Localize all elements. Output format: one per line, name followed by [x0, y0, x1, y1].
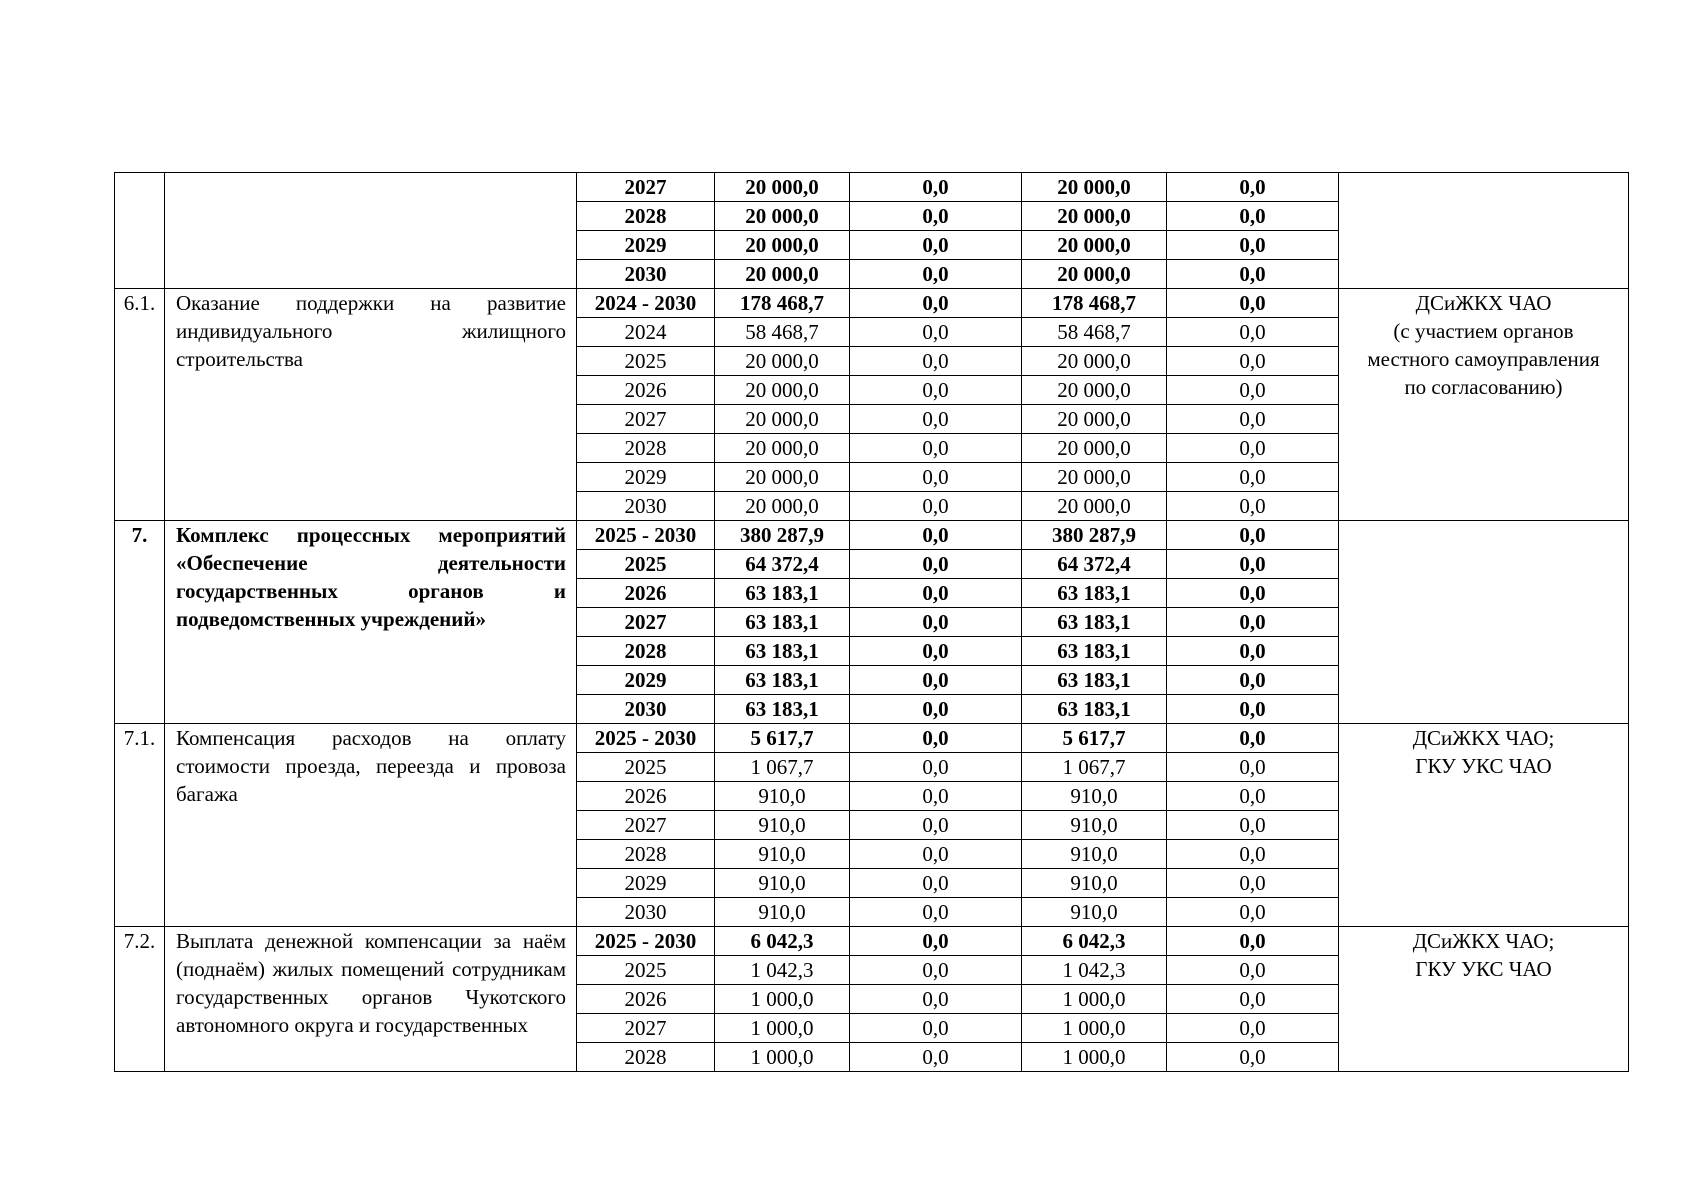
federal-budget-cell: 0,0: [850, 782, 1022, 811]
other-sources-cell: 0,0: [1167, 811, 1339, 840]
regional-budget-cell: 20 000,0: [1022, 376, 1167, 405]
other-sources-cell: 0,0: [1167, 231, 1339, 260]
table-row: [115, 173, 1629, 202]
regional-budget-cell: 178 468,7: [1022, 289, 1167, 318]
year-cell: 2029: [577, 463, 715, 492]
regional-budget-cell: 63 183,1: [1022, 637, 1167, 666]
total-cell: 63 183,1: [715, 637, 850, 666]
total-cell: 20 000,0: [715, 492, 850, 521]
federal-budget-cell: 0,0: [850, 492, 1022, 521]
item-name: Выплата денежной компенсации за наём (поднаём) жилых помещений сотрудникам государственных органов Чукотского автономного округа и государственных: [165, 927, 577, 1072]
responsible-executor: [1339, 521, 1629, 724]
total-cell: 20 000,0: [715, 202, 850, 231]
total-cell: 20 000,0: [715, 231, 850, 260]
item-index: 7.2.: [115, 927, 165, 1072]
responsible-executor: [1339, 289, 1629, 521]
federal-budget-cell: 0,0: [850, 666, 1022, 695]
regional-budget-cell: 20 000,0: [1022, 347, 1167, 376]
federal-budget-cell: 0,0: [850, 811, 1022, 840]
total-cell: 58 468,7: [715, 318, 850, 347]
other-sources-cell: 0,0: [1167, 173, 1339, 202]
year-cell: 2028: [577, 840, 715, 869]
total-cell: 20 000,0: [715, 376, 850, 405]
other-sources-cell: 0,0: [1167, 666, 1339, 695]
total-cell: 20 000,0: [715, 463, 850, 492]
regional-budget-cell: 910,0: [1022, 898, 1167, 927]
other-sources-cell: 0,0: [1167, 840, 1339, 869]
funding-table: [114, 172, 1629, 1072]
federal-budget-cell: 0,0: [850, 1043, 1022, 1072]
regional-budget-cell: 64 372,4: [1022, 550, 1167, 579]
regional-budget-cell: 20 000,0: [1022, 173, 1167, 202]
regional-budget-cell: 1 000,0: [1022, 1043, 1167, 1072]
total-cell: 910,0: [715, 782, 850, 811]
item-name: Оказание поддержки на развитие индивидуального жилищного строительства: [165, 289, 577, 521]
other-sources-cell: 0,0: [1167, 782, 1339, 811]
total-cell: 380 287,9: [715, 521, 850, 550]
other-sources-cell: 0,0: [1167, 985, 1339, 1014]
year-cell: 2026: [577, 985, 715, 1014]
year-cell: 2026: [577, 579, 715, 608]
federal-budget-cell: 0,0: [850, 260, 1022, 289]
total-cell: 910,0: [715, 898, 850, 927]
federal-budget-cell: 0,0: [850, 840, 1022, 869]
federal-budget-cell: 0,0: [850, 521, 1022, 550]
regional-budget-cell: 63 183,1: [1022, 666, 1167, 695]
federal-budget-cell: 0,0: [850, 376, 1022, 405]
regional-budget-cell: 910,0: [1022, 869, 1167, 898]
total-cell: 20 000,0: [715, 405, 850, 434]
responsible-line: (с участием органов: [1393, 319, 1574, 343]
item-name: [165, 173, 577, 289]
responsible-line: ДСиЖКХ ЧАО;: [1412, 929, 1555, 953]
other-sources-cell: 0,0: [1167, 202, 1339, 231]
other-sources-cell: 0,0: [1167, 869, 1339, 898]
item-index: 6.1.: [115, 289, 165, 521]
total-cell: 1 000,0: [715, 985, 850, 1014]
other-sources-cell: 0,0: [1167, 753, 1339, 782]
total-cell: 20 000,0: [715, 260, 850, 289]
table-row: [115, 724, 1629, 753]
item-index: 7.1.: [115, 724, 165, 927]
year-cell: 2030: [577, 492, 715, 521]
other-sources-cell: 0,0: [1167, 521, 1339, 550]
year-cell: 2030: [577, 260, 715, 289]
regional-budget-cell: 910,0: [1022, 782, 1167, 811]
other-sources-cell: 0,0: [1167, 724, 1339, 753]
responsible-line: по согласованию): [1404, 375, 1563, 399]
responsible-line: ДСиЖКХ ЧАО;: [1412, 726, 1555, 750]
year-cell: 2025: [577, 550, 715, 579]
other-sources-cell: 0,0: [1167, 289, 1339, 318]
regional-budget-cell: 63 183,1: [1022, 579, 1167, 608]
year-cell: 2027: [577, 811, 715, 840]
other-sources-cell: 0,0: [1167, 637, 1339, 666]
regional-budget-cell: 1 000,0: [1022, 985, 1167, 1014]
other-sources-cell: 0,0: [1167, 492, 1339, 521]
other-sources-cell: 0,0: [1167, 1014, 1339, 1043]
federal-budget-cell: 0,0: [850, 753, 1022, 782]
total-cell: 1 067,7: [715, 753, 850, 782]
other-sources-cell: 0,0: [1167, 608, 1339, 637]
federal-budget-cell: 0,0: [850, 927, 1022, 956]
total-cell: 63 183,1: [715, 608, 850, 637]
regional-budget-cell: 380 287,9: [1022, 521, 1167, 550]
year-cell: 2027: [577, 173, 715, 202]
year-cell: 2025: [577, 347, 715, 376]
year-cell: 2026: [577, 782, 715, 811]
other-sources-cell: 0,0: [1167, 695, 1339, 724]
regional-budget-cell: 910,0: [1022, 811, 1167, 840]
regional-budget-cell: 63 183,1: [1022, 608, 1167, 637]
total-cell: 5 617,7: [715, 724, 850, 753]
total-cell: 20 000,0: [715, 347, 850, 376]
responsible-executor: [1339, 173, 1629, 289]
year-cell: 2025: [577, 753, 715, 782]
other-sources-cell: 0,0: [1167, 318, 1339, 347]
regional-budget-cell: 63 183,1: [1022, 695, 1167, 724]
year-cell: 2025 - 2030: [577, 521, 715, 550]
year-cell: 2024 - 2030: [577, 289, 715, 318]
regional-budget-cell: 6 042,3: [1022, 927, 1167, 956]
total-cell: 1 000,0: [715, 1043, 850, 1072]
regional-budget-cell: 20 000,0: [1022, 202, 1167, 231]
federal-budget-cell: 0,0: [850, 550, 1022, 579]
regional-budget-cell: 20 000,0: [1022, 463, 1167, 492]
table-row: [115, 289, 1629, 318]
other-sources-cell: 0,0: [1167, 1043, 1339, 1072]
total-cell: 63 183,1: [715, 579, 850, 608]
federal-budget-cell: 0,0: [850, 231, 1022, 260]
regional-budget-cell: 5 617,7: [1022, 724, 1167, 753]
other-sources-cell: 0,0: [1167, 579, 1339, 608]
year-cell: 2025 - 2030: [577, 927, 715, 956]
other-sources-cell: 0,0: [1167, 434, 1339, 463]
other-sources-cell: 0,0: [1167, 898, 1339, 927]
federal-budget-cell: 0,0: [850, 695, 1022, 724]
year-cell: 2025 - 2030: [577, 724, 715, 753]
other-sources-cell: 0,0: [1167, 405, 1339, 434]
regional-budget-cell: 910,0: [1022, 840, 1167, 869]
responsible-executor: [1339, 724, 1629, 927]
regional-budget-cell: 20 000,0: [1022, 405, 1167, 434]
federal-budget-cell: 0,0: [850, 405, 1022, 434]
regional-budget-cell: 20 000,0: [1022, 434, 1167, 463]
year-cell: 2027: [577, 608, 715, 637]
federal-budget-cell: 0,0: [850, 173, 1022, 202]
table-row: [115, 521, 1629, 550]
year-cell: 2028: [577, 1043, 715, 1072]
other-sources-cell: 0,0: [1167, 550, 1339, 579]
total-cell: 6 042,3: [715, 927, 850, 956]
total-cell: 63 183,1: [715, 695, 850, 724]
total-cell: 20 000,0: [715, 434, 850, 463]
other-sources-cell: 0,0: [1167, 260, 1339, 289]
responsible-line: ГКУ УКС ЧАО: [1415, 957, 1552, 981]
regional-budget-cell: 1 067,7: [1022, 753, 1167, 782]
federal-budget-cell: 0,0: [850, 347, 1022, 376]
federal-budget-cell: 0,0: [850, 463, 1022, 492]
federal-budget-cell: 0,0: [850, 1014, 1022, 1043]
responsible-executor: [1339, 927, 1629, 1072]
federal-budget-cell: 0,0: [850, 608, 1022, 637]
year-cell: 2029: [577, 666, 715, 695]
year-cell: 2028: [577, 637, 715, 666]
federal-budget-cell: 0,0: [850, 637, 1022, 666]
regional-budget-cell: 1 000,0: [1022, 1014, 1167, 1043]
item-name: Комплекс процессных мероприятий «Обеспечение деятельности государственных органов и подведомственных учреждений»: [165, 521, 577, 724]
regional-budget-cell: 20 000,0: [1022, 231, 1167, 260]
federal-budget-cell: 0,0: [850, 202, 1022, 231]
total-cell: 178 468,7: [715, 289, 850, 318]
total-cell: 63 183,1: [715, 666, 850, 695]
total-cell: 1 042,3: [715, 956, 850, 985]
other-sources-cell: 0,0: [1167, 347, 1339, 376]
year-cell: 2027: [577, 405, 715, 434]
item-index: 7.: [115, 521, 165, 724]
year-cell: 2030: [577, 695, 715, 724]
total-cell: 910,0: [715, 811, 850, 840]
table-body: [115, 173, 1629, 1072]
total-cell: 910,0: [715, 869, 850, 898]
responsible-line: местного самоуправления: [1367, 347, 1600, 371]
other-sources-cell: 0,0: [1167, 927, 1339, 956]
regional-budget-cell: 20 000,0: [1022, 492, 1167, 521]
other-sources-cell: 0,0: [1167, 956, 1339, 985]
year-cell: 2027: [577, 1014, 715, 1043]
table-row: [115, 927, 1629, 956]
total-cell: 64 372,4: [715, 550, 850, 579]
total-cell: 1 000,0: [715, 1014, 850, 1043]
year-cell: 2028: [577, 434, 715, 463]
federal-budget-cell: 0,0: [850, 869, 1022, 898]
regional-budget-cell: 58 468,7: [1022, 318, 1167, 347]
year-cell: 2029: [577, 869, 715, 898]
item-index: [115, 173, 165, 289]
responsible-line: ГКУ УКС ЧАО: [1415, 754, 1552, 778]
federal-budget-cell: 0,0: [850, 318, 1022, 347]
regional-budget-cell: 20 000,0: [1022, 260, 1167, 289]
federal-budget-cell: 0,0: [850, 898, 1022, 927]
federal-budget-cell: 0,0: [850, 724, 1022, 753]
federal-budget-cell: 0,0: [850, 289, 1022, 318]
year-cell: 2028: [577, 202, 715, 231]
year-cell: 2029: [577, 231, 715, 260]
item-name: Компенсация расходов на оплату стоимости проезда, переезда и провоза багажа: [165, 724, 577, 927]
federal-budget-cell: 0,0: [850, 434, 1022, 463]
other-sources-cell: 0,0: [1167, 463, 1339, 492]
total-cell: 20 000,0: [715, 173, 850, 202]
other-sources-cell: 0,0: [1167, 376, 1339, 405]
year-cell: 2024: [577, 318, 715, 347]
responsible-line: ДСиЖКХ ЧАО: [1415, 291, 1552, 315]
federal-budget-cell: 0,0: [850, 985, 1022, 1014]
year-cell: 2026: [577, 376, 715, 405]
federal-budget-cell: 0,0: [850, 579, 1022, 608]
year-cell: 2030: [577, 898, 715, 927]
total-cell: 910,0: [715, 840, 850, 869]
regional-budget-cell: 1 042,3: [1022, 956, 1167, 985]
federal-budget-cell: 0,0: [850, 956, 1022, 985]
year-cell: 2025: [577, 956, 715, 985]
